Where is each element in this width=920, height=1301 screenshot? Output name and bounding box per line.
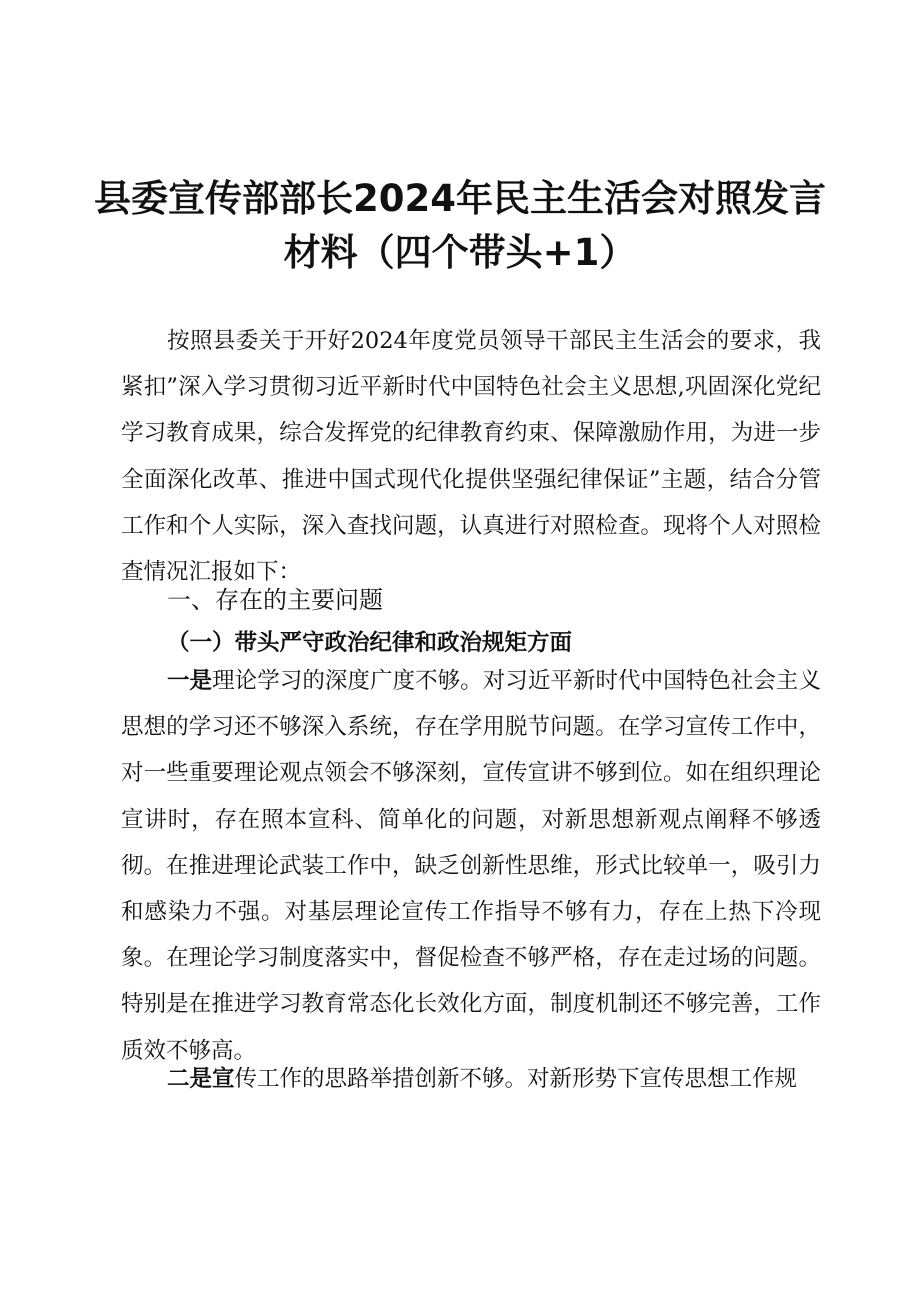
section-heading: 一、存在的主要问题 (167, 586, 383, 614)
point-1-body: 理论学习的深度广度不够。对习近平新时代中国特色社会主义思想的学习还不够深入系统，存在学用脱节问题。在学习宣传工作中，对一些重要理论观点领会不够深刻，宣传宣讲不够到位。如在组织理论宣讲时，存在照本宣科、简单化的问题，对新思想新观点阐释不够透彻。在推进理论武装工作中，缺乏创新性思维，形式比较单一，吸引力和感染力不强。对基层理论宣传工作指导不够有力，存在上热下冷现象。在理论学习制度落实中，督促检查不够严格，存在走过场的问题。特别是在推进学习教育常态化长效化方面，制度机制还不够完善，工作质效不够高。 (121, 668, 821, 1064)
point-1-lead: 一是 (167, 668, 213, 694)
document-title-line-2: 材料（四个带头+1） (283, 231, 637, 274)
subsection-heading: （一）带头严守政治纪律和政治规矩方面 (167, 630, 573, 656)
document-title-line-1: 县委宣传部部长2024年民主生活会对照发言 (94, 177, 826, 220)
point-1-paragraph (121, 658, 821, 1074)
intro-paragraph: 按照县委关于开好2024年度党员领导干部民主生活会的要求，我紧扣”深入学习贯彻习近平新时代中国特色社会主义思想,巩固深化党纪学习教育成果，综合发挥党的纪律教育约束、保障激励作用，为进一步全面深化改革、推进中国式现代化提供坚强纪律保证”主题，结合分管工作和个人实际，深入查找问题，认真进行对照检查。现将个人对照检查情况汇报如下： (121, 328, 821, 586)
point-2-body: 传工作的思路举措创新不够。对新形势下宣传思想工作规 (234, 1066, 798, 1092)
point-2-paragraph (121, 1056, 821, 1102)
point-2-lead: 二是宣 (167, 1066, 235, 1092)
